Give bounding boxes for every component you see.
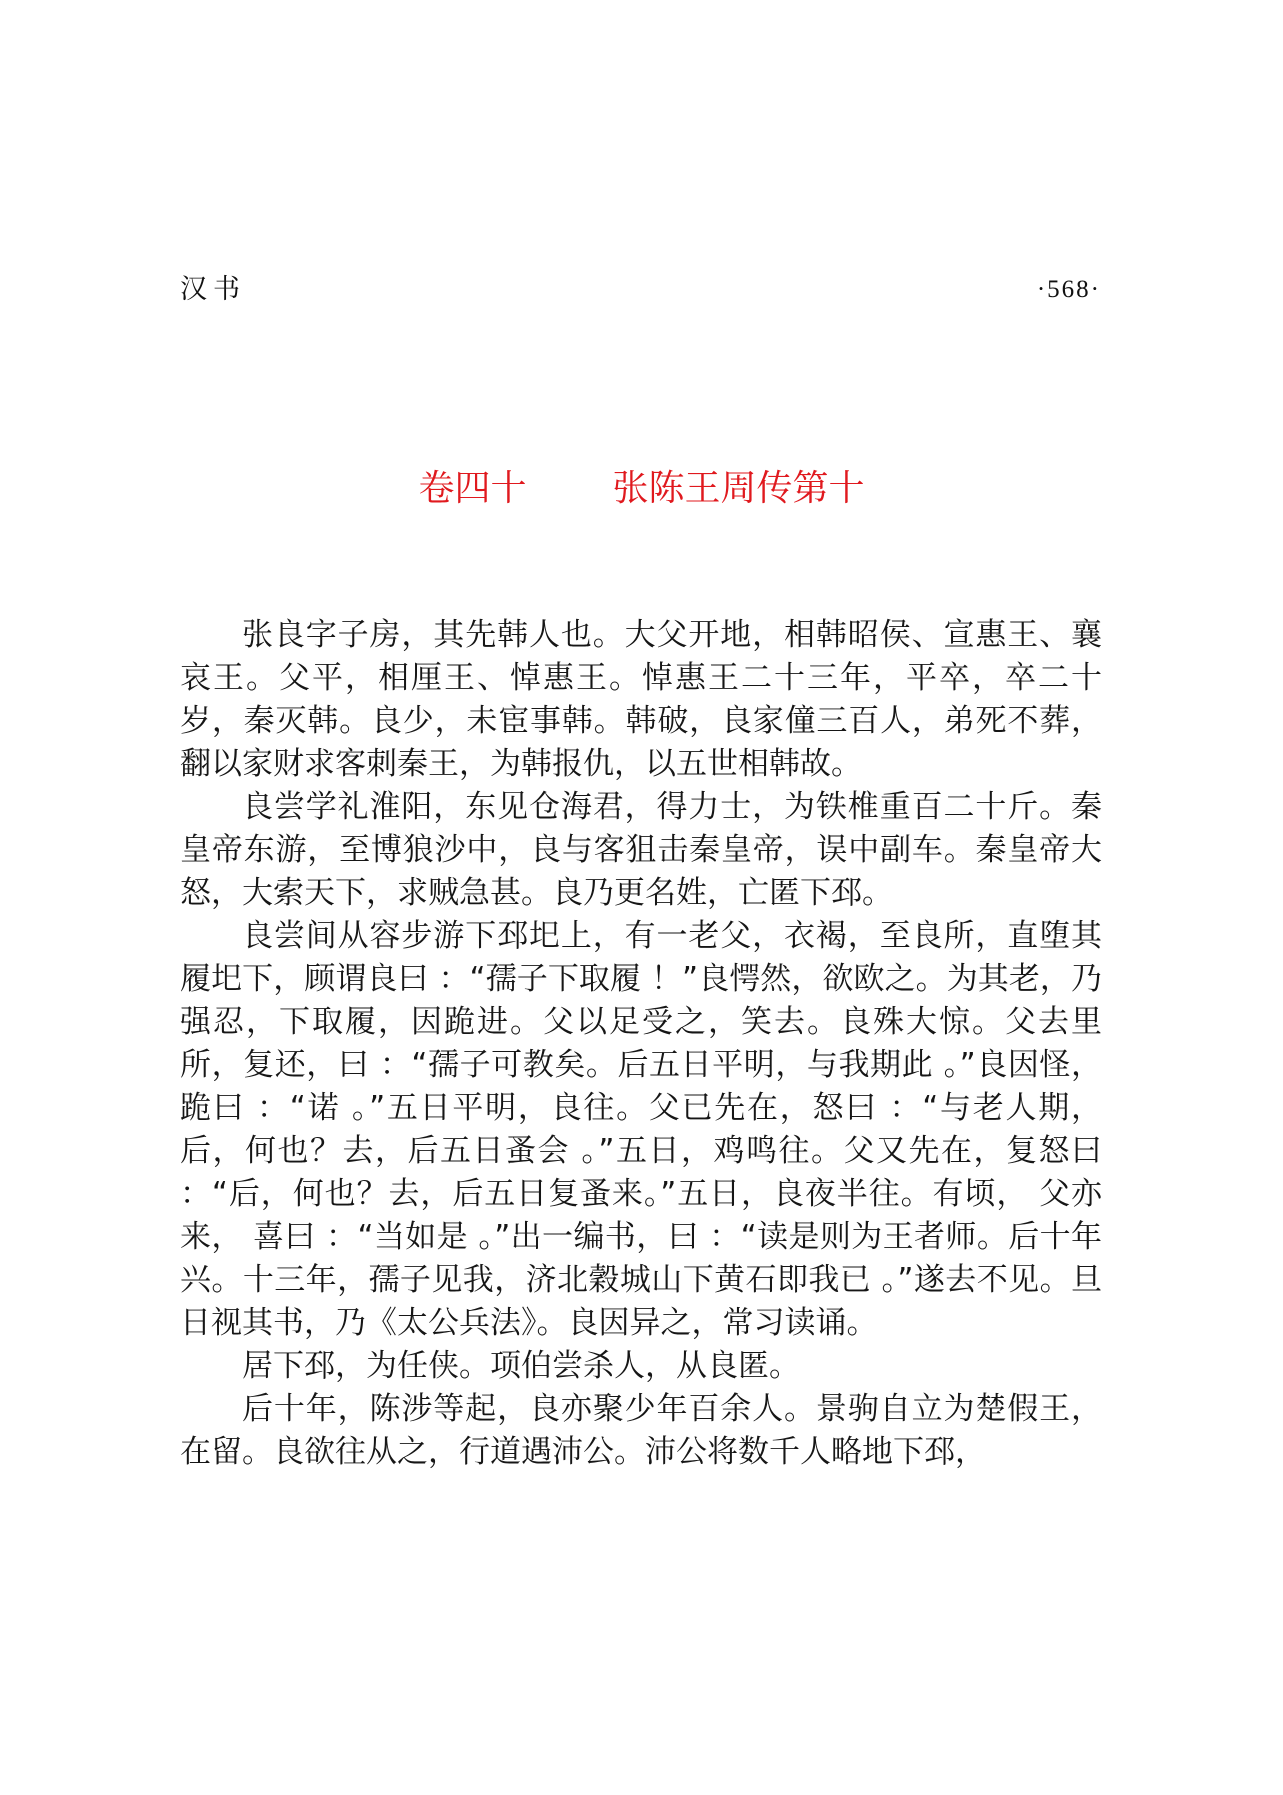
paragraph: 居下邳，为任侠。项伯尝杀人，从良匿。 [242, 1348, 800, 1384]
paragraph: 后十年，陈涉等起，良亦聚少年百余人。景驹自立为楚假王，在留。良欲往从之，行道遇沛公。沛公将数千人略地下邳， [180, 1391, 1102, 1470]
chapter-heading [0, 465, 1283, 513]
chapter-title: 张陈王周传第十 [612, 468, 865, 509]
paragraph: 良尝间从容步游下邳圯上，有一老父，衣褐，至良所，直堕其履圯下，顾谓良曰 ：“孺子下取履 ！”良愕然，欲欧之。为其老，乃强忍，下取履，因跪进。父以足受之，笑去。良殊大惊。父去里所，复还，曰 ：“孺子可教矣。后五日平明，与我期此 。”良因怪，跪曰 ：“诺 。”五日平明，良往。父已先在，怒曰 ：“与老人期，后，何也？去，后五日蚤会 。”五日，鸡鸣往。父又先在，复怒曰 ：“后，何也？去，后五日复蚤来。”五日，良夜半往。有顷， 父亦来， 喜曰 ：“当如是 。”出一编书，曰 ：“读是则为王者师。后十年兴。十三年，孺子见我，济北穀城山下黄石即我已 。”遂去不见。旦日视其书，乃《太公兵法》。良因异之，常习读诵。 [180, 918, 1102, 1341]
chapter-number: 卷四十 [418, 468, 527, 509]
running-header [180, 270, 1101, 310]
page-number: ·568· [1036, 276, 1101, 303]
paragraph: 张良字子房，其先韩人也。大父开地，相韩昭侯、宣惠王、襄哀王。父平，相厘王、悼惠王。悼惠王二十三年，平卒，卒二十岁，秦灭韩。良少，未宦事韩。韩破，良家僮三百人，弟死不葬，翻以家财求客刺秦王，为韩报仇，以五世相韩故。 [180, 617, 1102, 782]
paragraph: 良尝学礼淮阳，东见仓海君，得力士，为铁椎重百二十斤。秦皇帝东游，至博狼沙中，良与客狙击秦皇帝，误中副车。秦皇帝大怒，大索天下，求贼急甚。良乃更名姓，亡匿下邳。 [180, 789, 1102, 911]
book-title: 汉书 [180, 274, 246, 305]
body-text [180, 614, 1102, 1474]
